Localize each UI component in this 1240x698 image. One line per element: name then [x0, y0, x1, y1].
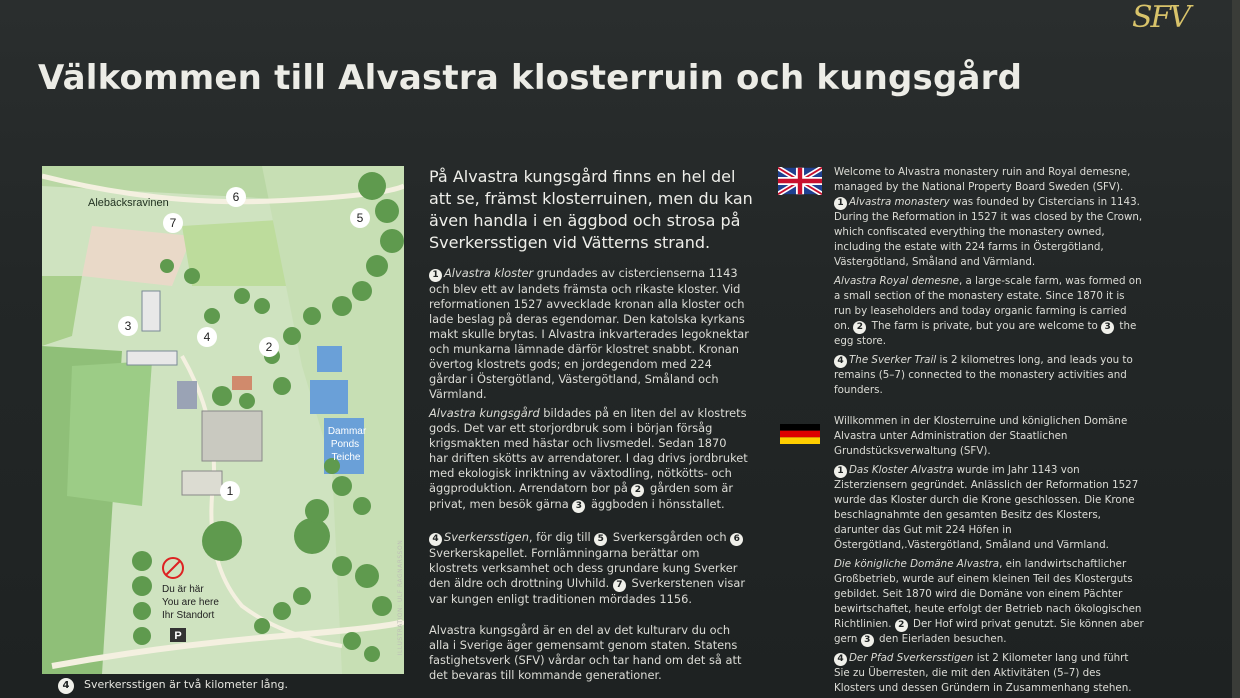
map-marker: 6 [232, 190, 240, 204]
german-intro: Willkommen in der Klosterruine und königlichen Domäne Alvastra unter Administration der Staatlichen Grundstücksverwaltung (SFV). [834, 415, 1128, 457]
you-are-here-label: Ihr Standort [162, 610, 215, 621]
ponds-label: Dammar [327, 426, 367, 437]
english-intro: Welcome to Alvastra monastery ruin and Royal demesne, managed by the National Property Board Sweden (SFV). [834, 166, 1131, 193]
board-edge [1232, 0, 1240, 698]
swedish-paragraph-4 [429, 623, 749, 683]
number-badge: 3 [1101, 321, 1114, 334]
number-badge: 2 [631, 484, 644, 497]
number-badge: 5 [594, 533, 607, 546]
number-badge: 2 [895, 619, 908, 632]
map-marker: 1 [226, 484, 234, 498]
number-badge: 1 [834, 197, 847, 210]
credit-text: ILLUSTRATION: ULF RAGNARSSON [397, 539, 405, 656]
paragraph-text: ist 2 Kilometer lang und führt Sie zu Überresten, die mit den Aktivitäten (5–7) des Klosters und dessen Gründern in Zusammenhang stehen. [834, 652, 1132, 694]
paragraph-text: the egg store. [834, 320, 1137, 347]
paragraph-text: The farm is private, but you are welcome to [868, 320, 1102, 332]
ponds-label: Teiche [331, 452, 361, 463]
swedish-paragraph-1 [429, 266, 749, 402]
paragraph-text: den Eierladen besuchen. [875, 633, 1007, 645]
site-map [42, 166, 404, 674]
swedish-paragraph-2 [429, 406, 749, 513]
you-are-here-label: You are here [162, 597, 219, 608]
footer-text: Sverkersstigen är två kilometer lång. [84, 678, 288, 691]
paragraph-title: The Sverker Trail [849, 354, 937, 366]
number-badge: 3 [572, 500, 585, 513]
paragraph-title: Sverkersstigen [444, 530, 529, 544]
uk-flag-icon [778, 167, 822, 195]
parking-icon: P [174, 630, 182, 642]
paragraph-title: Das Kloster Alvastra [849, 464, 954, 476]
you-are-here-label: Du är här [162, 584, 204, 595]
german-text [834, 414, 1144, 696]
map-marker: 5 [356, 211, 364, 225]
number-badge: 2 [853, 321, 866, 334]
paragraph-text: wurde im Jahr 1143 von Zisterziensern gegründet. Anlässlich der Reformation 1527 wurde das Kloster durch die Krone geschlossen. Die Krone beschlagnahmte den gesamten Besitz des Klosters, darunter das Gut mit 224 Höfen in Östergötland,.Västergötland, Småland und Värmland. [834, 464, 1139, 551]
paragraph-text: is 2 kilometres long, and leads you to remains (5–7) connected to the monastery activities and founders. [834, 354, 1133, 396]
paragraph-text: grundades av cistercienserna 1143 och blev ett av landets främsta och rikaste kloster. Vid reformationen 1527 avvecklade kronan alla kloster och lade beslag på deras egendomar. Den katolska kyrkans makt skulle brytas. I Alvastra inkvarterades legoknektar och munkarna lämnade därför klostret snabbt. Kronan övertog klostrets gods; en jordegendom med 224 gårdar i Östergötland, Västergötland, Småland och Värmland. [429, 266, 749, 401]
paragraph-text: was founded by Cistercians in 1143. During the Reformation in 1527 it was closed by the Crown, which confiscated everything the monastery owned, including the estate with 224 farms in Östergötland, Västergötland, Småland and Värmland. [834, 196, 1143, 268]
paragraph-text: Sverkerstenen visar var kungen enligt traditionen mördades 1156. [429, 576, 746, 606]
paragraph-title: Alvastra kungsgård [429, 406, 540, 420]
ravine-label: Alebäcksravinen [88, 197, 169, 209]
paragraph-text: äggboden i hönsstallet. [587, 497, 725, 511]
paragraph-title: Der Pfad Sverkersstigen [849, 652, 974, 664]
number-badge: 1 [834, 465, 847, 478]
map-marker: 7 [169, 216, 177, 230]
map-marker: 3 [124, 319, 132, 333]
paragraph-title: Alvastra Royal demesne [834, 275, 959, 287]
sfv-logo: SFV [1132, 0, 1190, 35]
ponds-label: Ponds [330, 439, 360, 450]
number-badge: 4 [834, 355, 847, 368]
paragraph-title: Die königliche Domäne Alvastra [834, 558, 1000, 570]
number-badge: 7 [613, 579, 626, 592]
number-badge: 6 [730, 533, 743, 546]
map-marker: 2 [265, 340, 273, 354]
paragraph-text: gården som är privat, men besök gärna [429, 481, 734, 511]
paragraph-text: Sverkersgården och [609, 530, 731, 544]
german-flag-icon [778, 424, 822, 444]
paragraph-text: Alvastra kungsgård är en del av det kulturarv du och alla i Sverige äger gemensamt genom staten. Statens fastighetsverk (SFV) vårdar och tar hand om det så att det bevaras till kommande generationer. [429, 623, 742, 682]
map-marker: 4 [203, 330, 211, 344]
paragraph-text: Der Hof wird privat genutzt. Sie können aber gern [834, 618, 1144, 645]
paragraph-title: Alvastra kloster [444, 266, 534, 280]
footer-note [58, 678, 288, 694]
paragraph-text: Sverkerskapellet. Fornlämningarna berättar om klostrets verksamhet och dess grundare kung Sverker den äldre och drottning Ulvhild. [429, 546, 738, 590]
paragraph-text: , ein landwirtschaftlicher Großbetrieb, wurde auf einem kleinen Teil des Klosterguts gebildet. Seit 1870 wird die Domäne von einem Pächter bewirtschaftet, heute erfolgt der Betrieb nach ökologischen Richtlinien. [834, 558, 1142, 630]
paragraph-text: bildades på en liten del av klostrets gods. Det var ett storjordbruk som i början försåg krigsmakten med hästar och livsmedel. Sedan 1870 har driften skötts av arrendatorer. I dag drivs jordbruket med ekologisk inriktning av växtodling, nötkötts- och äggproduktion. Arrendatorn bor på [429, 406, 748, 495]
swedish-intro: På Alvastra kungsgård finns en hel del att se, främst klosterruinen, men du kan även handla i en äggbod och strosa på Sverkersstigen vid Vätterns strand. [429, 167, 753, 252]
illustration-credit [397, 530, 419, 680]
number-badge: 4 [58, 678, 74, 694]
paragraph-text: , för dig till [528, 530, 595, 544]
page-title: Välkommen till Alvastra klosterruin och kungsgård [38, 58, 1023, 98]
number-badge: 3 [861, 634, 874, 647]
number-badge: 4 [834, 653, 847, 666]
paragraph-text: , a large-scale farm, was formed on a small section of the monastery estate. Since 1870 it is run by leaseholders and today organic farming is carried on. [834, 275, 1142, 332]
number-badge: 4 [429, 533, 442, 546]
paragraph-title: Alvastra monastery [849, 196, 950, 208]
number-badge: 1 [429, 269, 442, 282]
swedish-paragraph-3 [429, 530, 749, 607]
english-text [834, 165, 1144, 398]
